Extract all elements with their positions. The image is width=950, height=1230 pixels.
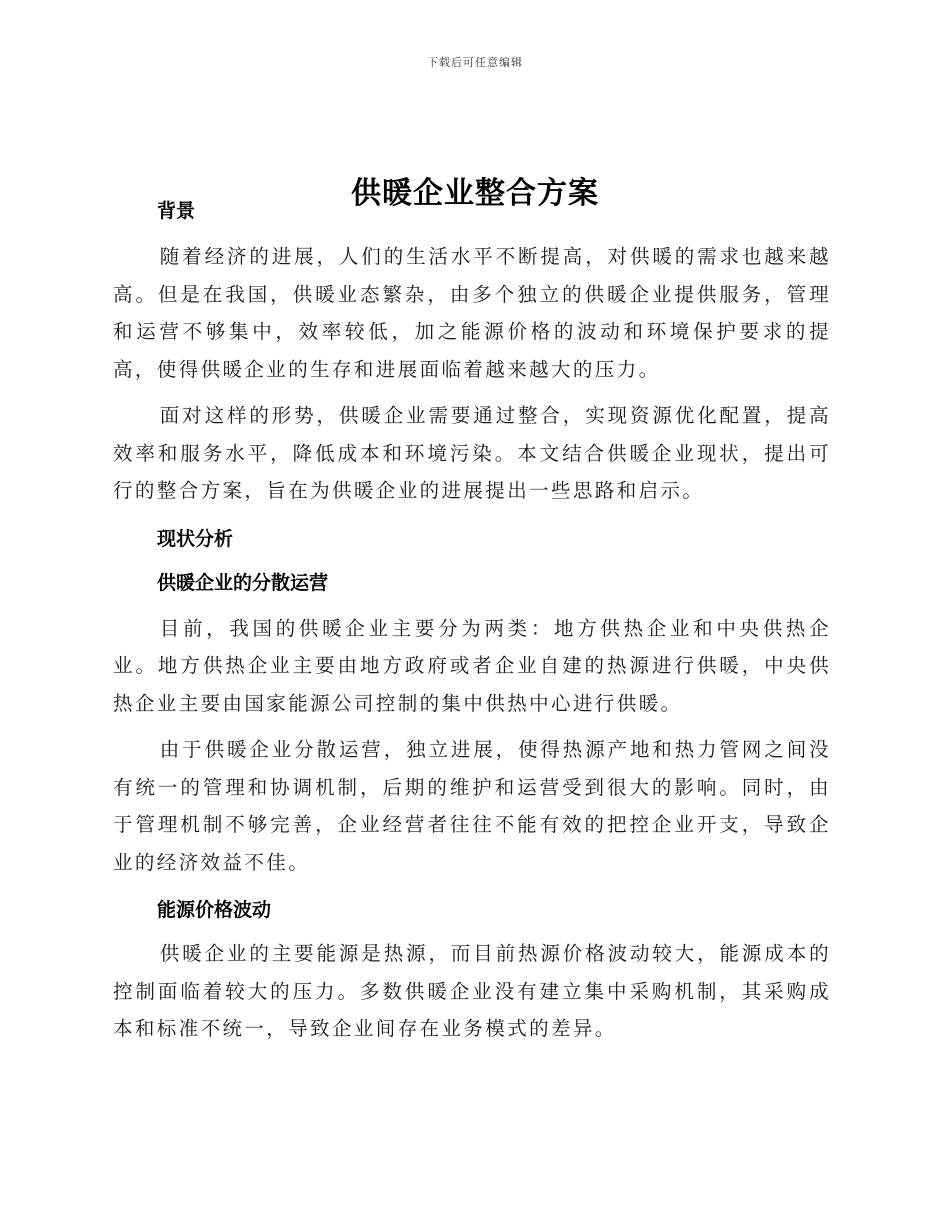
paragraph-energy-1: 供暖企业的主要能源是热源，而目前热源价格波动较大，能源成本的控制面临着较大的压力。多数供暖企业没有建立集中采购机制，其采购成本和标准不统一，导致企业间存在业务模式的差异。 [113,942,831,1040]
paragraph-background-2: 面对这样的形势，供暖企业需要通过整合，实现资源优化配置，提高效率和服务水平，降低成本和环境污染。本文结合供暖企业现状，提出可行的整合方案，旨在为供暖企业的进展提出一些思路和启示。 [113,404,831,502]
subsection-heading-dispersed: 供暖企业的分散运营 [157,571,329,594]
paragraph-background-1: 随着经济的进展，人们的生活水平不断提高，对供暖的需求也越来越高。但是在我国，供暖业态繁杂，由多个独立的供暖企业提供服务，管理和运营不够集中，效率较低，加之能源价格的波动和环境保护要求的提高，使得供暖企业的生存和进展面临着越来越大的压力。 [113,245,831,381]
paragraph-dispersed-1: 目前，我国的供暖企业主要分为两类：地方供热企业和中央供热企业。地方供热企业主要由地方政府或者企业自建的热源进行供暖，中央供热企业主要由国家能源公司控制的集中供热中心进行供暖。 [113,616,831,715]
document-body [113,196,831,1057]
page-title: 供暖企业整合方案 [351,176,599,212]
header-note: 下载后可任意编辑 [427,56,523,69]
subsection-heading-energy: 能源价格波动 [157,899,272,921]
section-heading-background: 背景 [157,200,196,222]
paragraph-dispersed-2: 由于供暖企业分散运营，独立进展，使得热源产地和热力管网之间没有统一的管理和协调机制，后期的维护和运营受到很大的影响。同时，由于管理机制不够完善，企业经营者往往不能有效的把控企业开支，导致企业的经济效益不佳。 [113,738,831,874]
section-heading-status: 现状分析 [157,527,234,550]
